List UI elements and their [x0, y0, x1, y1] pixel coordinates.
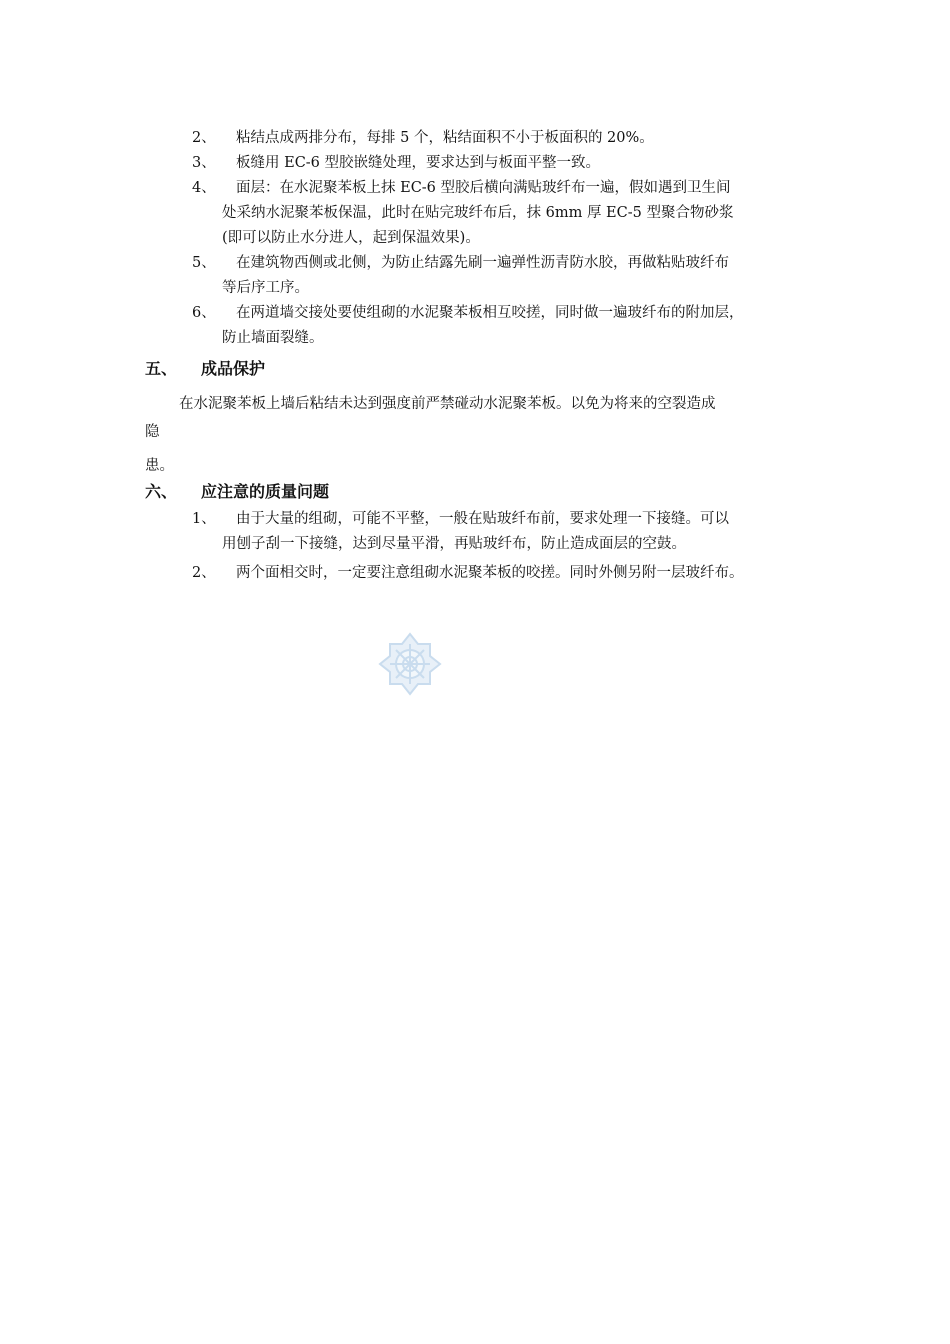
- list-item: [0, 301, 950, 351]
- section5-number: 五、: [145, 359, 178, 378]
- list-item: [0, 507, 950, 557]
- list-item-number: 2、: [192, 565, 216, 581]
- section6-title: 应注意的质量问题: [201, 482, 330, 501]
- list-item-number: 4、: [192, 180, 216, 196]
- list-item: [0, 561, 950, 586]
- paragraph-line: 患。: [145, 458, 174, 474]
- list-item: [0, 126, 950, 151]
- list-item: [0, 251, 950, 301]
- section6-heading: [145, 481, 329, 503]
- list-item-text: 在建筑物西侧或北侧，为防止结露先刷一遍弹性沥青防水胶，再做粘贴玻纤布: [236, 255, 729, 271]
- paragraph-line: 在水泥聚苯板上墙后粘结未达到强度前严禁碰动水泥聚苯板。以免为将来的空裂造成: [179, 396, 716, 412]
- list-item-text: (即可以防止水分进人，起到保温效果)。: [222, 230, 480, 246]
- list-item-text: 板缝用 EC-6 型胶嵌缝处理，要求达到与板面平整一致。: [236, 155, 601, 171]
- paragraph-line: 隐: [145, 424, 160, 440]
- list-item-text: 在两道墙交接处要使组砌的水泥聚苯板相互咬搓，同时做一遍玻纤布的附加层，: [236, 305, 744, 321]
- list-item-number: 1、: [192, 511, 216, 527]
- list-item-text: 两个面相交时，一定要注意组砌水泥聚苯板的咬搓。同时外侧另附一层玻纤布。: [236, 565, 744, 581]
- list-item: [0, 151, 950, 176]
- list-item-text: 粘结点成两排分布，每排 5 个，粘结面积不小于板面积的 20%。: [236, 130, 654, 146]
- list-item-number: 6、: [192, 305, 216, 321]
- list-item-text: 面层：在水泥聚苯板上抹 EC-6 型胶后横向满贴玻纤布一遍，假如遇到卫生间: [236, 180, 731, 196]
- floral-watermark-icon: [378, 632, 442, 696]
- list-item-text: 防止墙面裂缝。: [222, 330, 324, 346]
- list-item: [0, 176, 950, 251]
- section4-list: [0, 126, 950, 351]
- list-item-text: 由于大量的组砌，可能不平整，一般在贴玻纤布前，要求处理一下接缝。可以: [236, 511, 729, 527]
- list-item-number: 3、: [192, 155, 216, 171]
- list-item-text: 等后序工序。: [222, 280, 309, 296]
- section6-number: 六、: [145, 482, 178, 501]
- list-item-text: 用刨子刮一下接缝，达到尽量平滑，再贴玻纤布，防止造成面层的空鼓。: [222, 536, 686, 552]
- list-item-number: 5、: [192, 255, 216, 271]
- list-item-text: 处采纳水泥聚苯板保温，此时在贴完玻纤布后，抹 6mm 厚 EC-5 型聚合物砂浆: [222, 205, 734, 221]
- list-item-number: 2、: [192, 130, 216, 146]
- section6-list: [0, 507, 950, 586]
- section5-heading: [145, 358, 265, 380]
- section5-paragraph: [145, 390, 716, 480]
- section5-title: 成品保护: [201, 359, 266, 378]
